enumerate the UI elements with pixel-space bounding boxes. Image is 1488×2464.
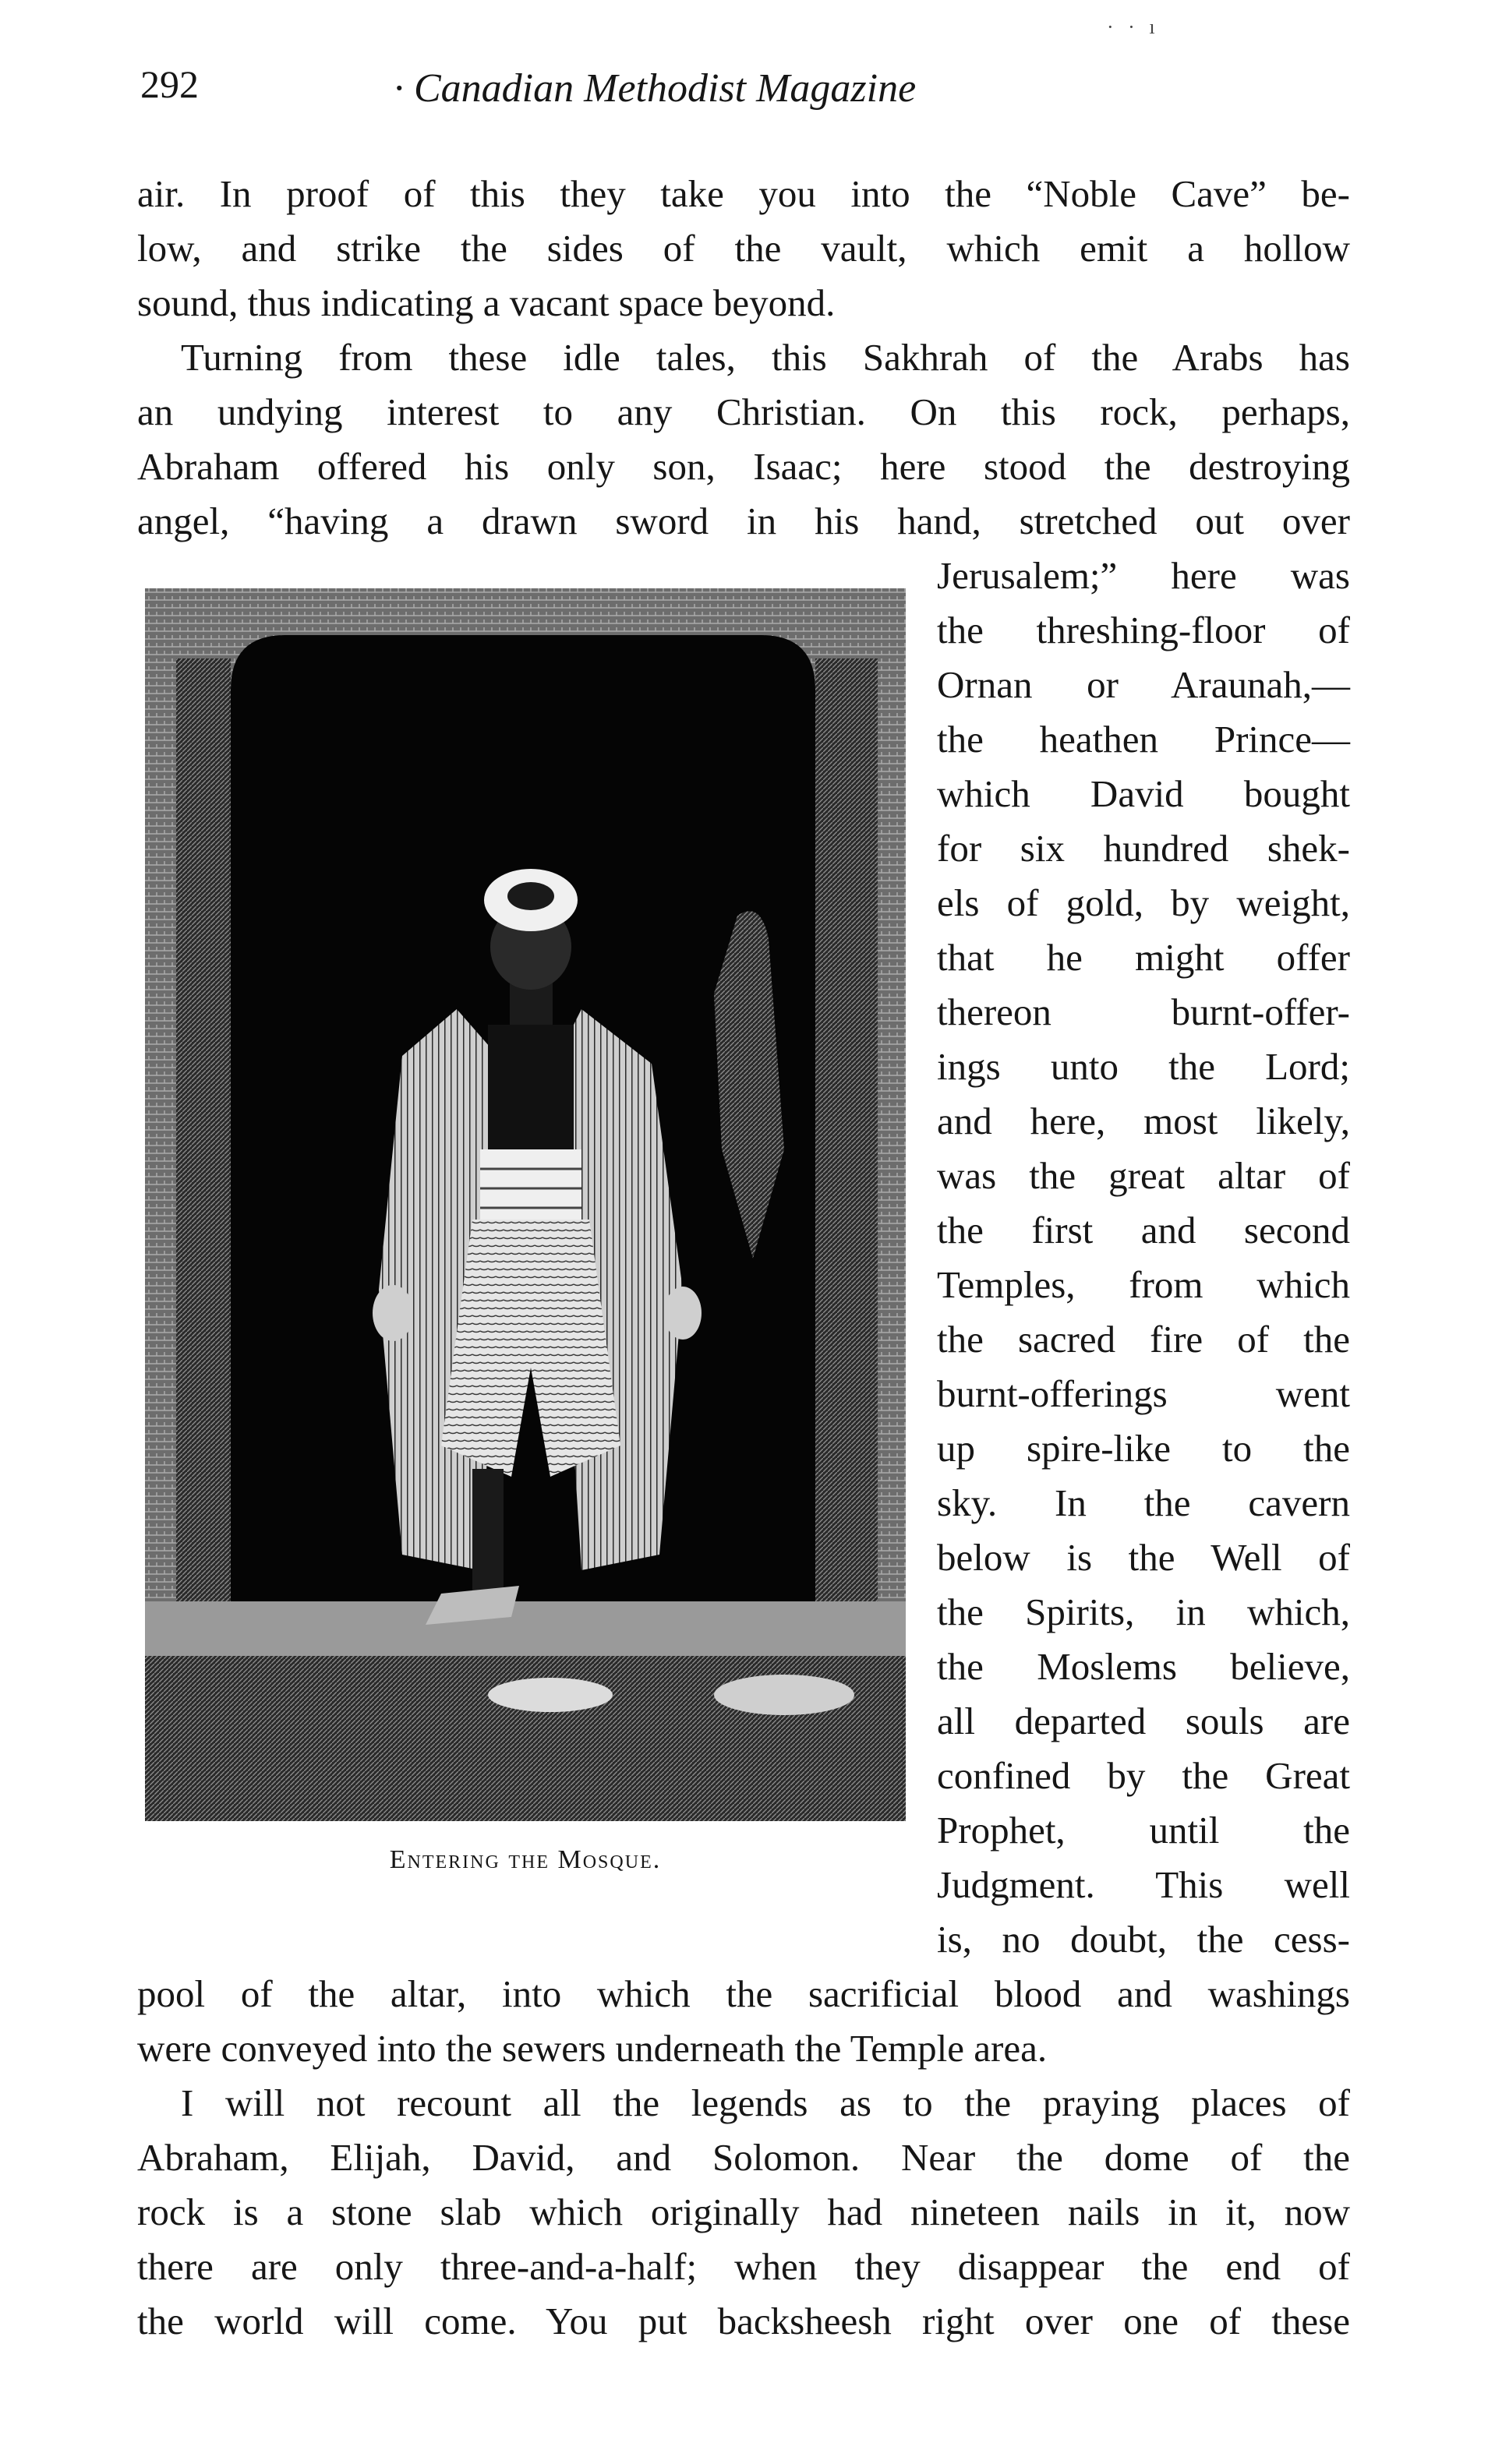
text-line: sky. In the cavern [937,1481,1350,1524]
text-line: and here, most likely, [937,1100,1350,1142]
text-line: there are only three-and-a-half; when they disappear the end of [137,2245,1350,2288]
text-line: all departed souls are [937,1700,1350,1742]
text-line: up spire-like to the [937,1427,1350,1470]
text-line: the threshing-floor of [937,609,1350,651]
text-line: thereon burnt-offer- [937,990,1350,1033]
text-line: Judgment. This well [937,1863,1350,1906]
text-line: pool of the altar, into which the sacrificial blood and washings [137,1972,1350,2015]
text-line: Ornan or Araunah,— [937,663,1350,706]
running-title: · Canadian Methodist Magazine [394,66,917,111]
engraving-illustration [145,588,906,1821]
text-line: Prophet, until the [937,1809,1350,1852]
text-line: confined by the Great [937,1754,1350,1797]
text-line: for six hundred shek- [937,827,1350,870]
text-line: the first and second [937,1209,1350,1251]
text-line: Abraham offered his only son, Isaac; here stood the destroying [137,445,1350,488]
text-line: was the great altar of [937,1154,1350,1197]
text-line: low, and strike the sides of the vault, which emit a hollow [137,227,1350,270]
text-line: angel, “having a drawn sword in his hand, stretched out over [137,500,1350,542]
text-line: the world will come. You put backsheesh right over one of these [137,2300,1350,2342]
figure-caption: Entering the Mosque. [389,1845,662,1874]
text-line: air. In proof of this they take you into the “Noble Cave” be- [137,172,1350,215]
text-line: is, no doubt, the cess- [937,1918,1350,1961]
text-line: which David bought [937,772,1350,815]
text-line: Temples, from which [937,1263,1350,1306]
page-number: 292 [140,62,199,106]
figure-engraving [145,588,906,1821]
text-line: Turning from these idle tales, this Sakhrah of the Arabs has [181,336,1350,379]
margin-specks: · · ı [1107,16,1160,38]
text-line: below is the Well of [937,1536,1350,1579]
text-line: the Moslems believe, [937,1645,1350,1688]
text-line: the heathen Prince— [937,718,1350,761]
text-line: Jerusalem;” here was [937,554,1350,597]
text-line: els of gold, by weight, [937,881,1350,924]
text-line: an undying interest to any Christian. On this rock, perhaps, [137,390,1350,433]
text-line: Abraham, Elijah, David, and Solomon. Near the dome of the [137,2136,1350,2179]
text-line: I will not recount all the legends as to the praying places of [181,2081,1350,2124]
text-line: the sacred fire of the [937,1318,1350,1361]
text-line: were conveyed into the sewers underneath the Temple area. [137,2027,1048,2070]
text-line: that he might offer [937,936,1350,979]
text-line: ings unto the Lord; [937,1045,1350,1088]
text-line: sound, thus indicating a vacant space beyond. [137,281,836,324]
text-line: burnt-offerings went [937,1372,1350,1415]
text-line: rock is a stone slab which originally had nineteen nails in it, now [137,2190,1350,2233]
text-line: the Spirits, in which, [937,1590,1350,1633]
